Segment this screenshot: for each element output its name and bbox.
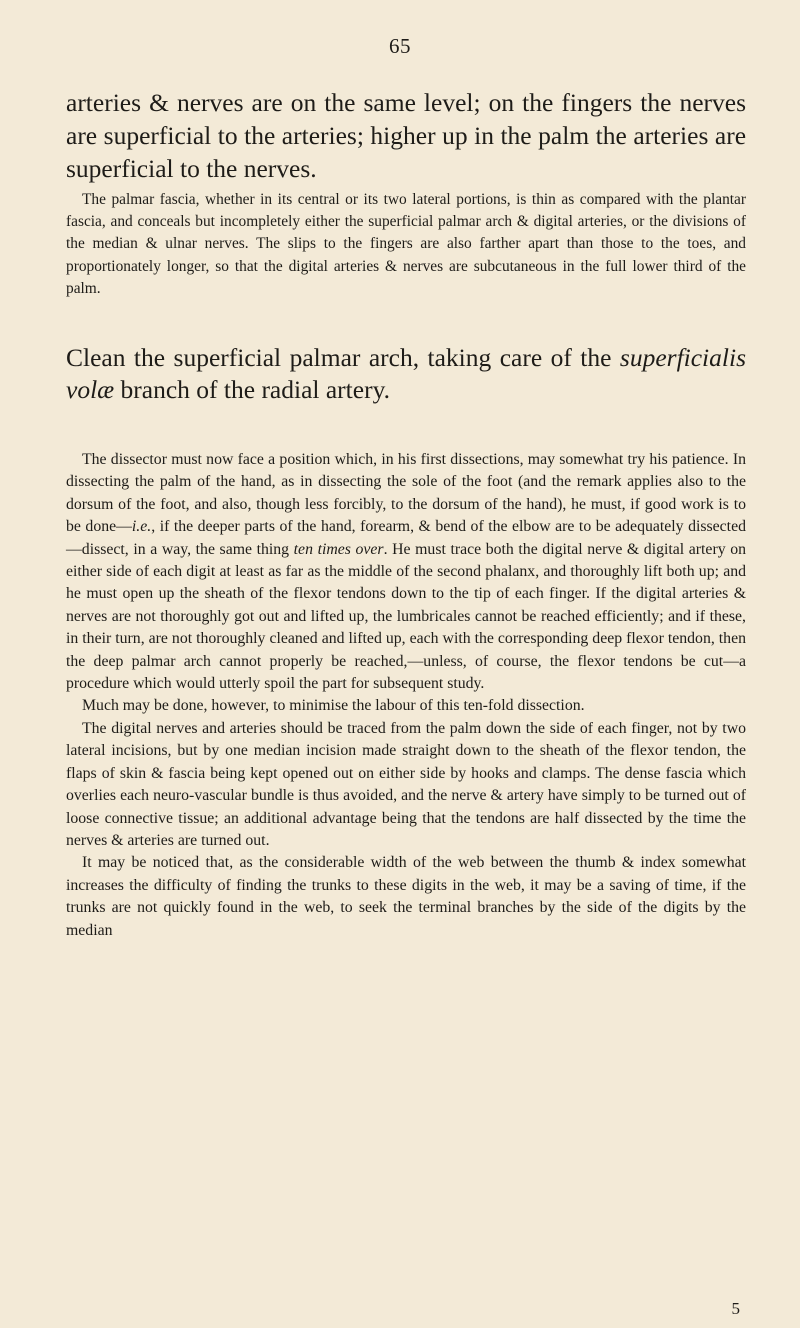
body-paragraph-1-ie: i.e.: [131, 518, 152, 536]
body-paragraph-1: [66, 449, 746, 695]
body-paragraph-1-part-c: . He must trace both the digital nerve & digital artery on either side of each digit at least as far as the middle of the second phalanx, and thoroughly lift both up; and he must open up the sheath of the flexor tendons down to the tip of each finger. If the digital arteries & nerves are not thoroughly got out and lifted up, the lumbricales cannot be reached efficiently; and if these, in their turn, are not thoroughly cleaned and lifted up, each with the corresponding deep flexor tendon, then the deep palmar arch cannot properly be reached,—unless, of course, the flexor tendons be cut—a procedure which would utterly spoil the part for subsequent study.: [66, 540, 746, 693]
dissection-instruction-heading: [66, 342, 746, 406]
instruction-text: Clean the superficial palmar arch, taking care of the: [66, 343, 612, 372]
instruction-text-end: branch of the radial artery.: [114, 375, 391, 404]
body-paragraph-2: Much may be done, however, to minimise the labour of this ten-fold dissection.: [82, 697, 585, 715]
page-number: 65: [389, 34, 411, 58]
intro-line-1: arteries & nerves are on the same level; on the fingers: [66, 88, 633, 117]
body-paragraph-1-part-a: The dissector must now face a position which, in his first dissections, may somewhat try his patience. In dissecting the palm of the hand, as in dissecting the sole of the foot (and the remark applies also to the dorsum of the foot, and also, though less forcibly, to the dorsum of the hand), he must, if good work is to be done—: [66, 451, 746, 536]
body-paragraph-3: The digital nerves and arteries should be traced from the palm down the side of each finger, not by two lateral incisions, but by one median incision made straight down to the sheath of the flexor tendon, the flaps of skin & fascia being kept opened out on either side by hooks and clamps. The dense fascia which overlies each neuro-vascular bundle is thus avoided, and the nerve & artery have simply to be turned out of loose connective tissue; an additional advantage being that the tendons are half dissected by the time the nerves & arteries are turned out.: [66, 719, 746, 849]
intro-line-2: the nerves are superficial to the arteries; higher up in the: [66, 88, 747, 150]
fascia-note-paragraph: The palmar fascia, whether in its central or its two lateral portions, is thin as compared with the plantar fascia, and conceals but incompletely either the superficial palmar arch & digital arteries, or the divisions of the median & ulnar nerves. The slips to the fingers are also farther apart than those to the toes, and proportionately longer, so that the digital arteries & nerves are subcutaneous in the full lower third of the palm.: [66, 191, 746, 297]
body-paragraph-1-ten-times: ten times over: [293, 540, 384, 558]
main-body-text: [66, 449, 746, 942]
signature-mark: 5: [731, 1299, 740, 1318]
body-paragraph-4: It may be noticed that, as the considerable width of the web between the thumb & index somewhat increases the difficulty of finding the trunks to these digits in the web, it may be a saving of time, if the trunks are not quickly found in the web, to seek the terminal branches by the side of the digits by the median: [66, 854, 746, 939]
instruction-italic-term: superficialis volæ: [66, 343, 746, 404]
body-paragraph-1-part-b: , if the deeper parts of the hand, forearm, & bend of the elbow are to be adequately dissected—dissect, in a way, the same thing: [66, 518, 746, 558]
intro-line-3: palm the arteries are superficial to the nerves.: [66, 121, 747, 183]
intro-paragraph: [66, 86, 746, 185]
